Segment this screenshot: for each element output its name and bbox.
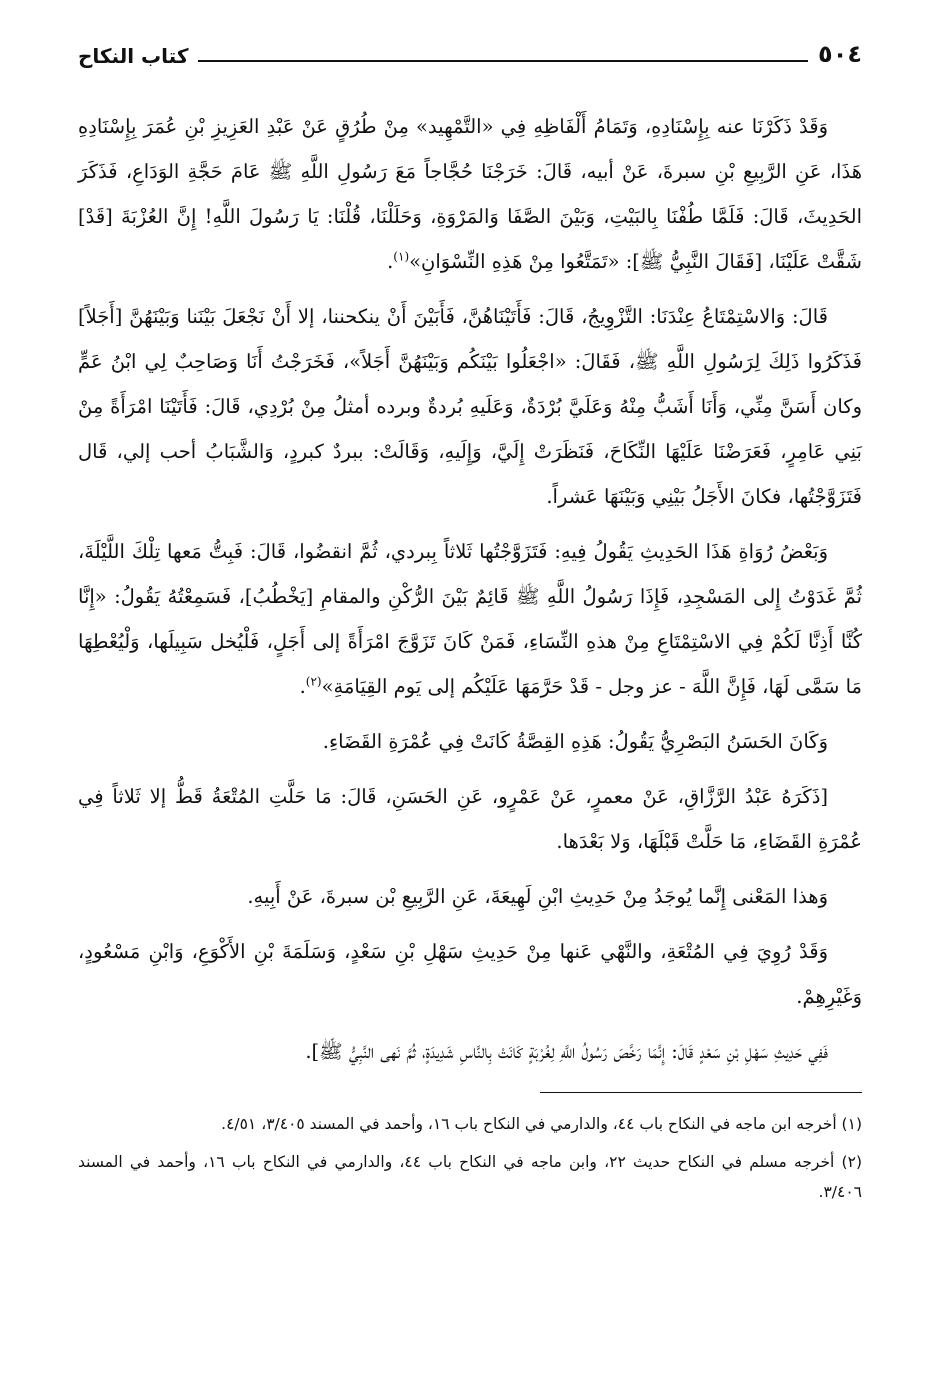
paragraph: وَبَعْضُ رُوَاةِ هَذَا الحَدِيثِ يَقُولُ فِيهِ: فَتَزَوَّجْتُها ثَلاثاً بِبردي، ثُمَّ انقضُوا، قَالَ: فَبِتُّ مَعها تِلْكَ اللَّيْلَةَ، ثُمَّ غَدَوْتُ إِلى المَسْجِدِ، فَإِذَا رَسُولُ اللَّهِ ﷺ قَائِمٌ بَيْنَ الرُّكْنِ والمقامِ [يَخْطُبُ]، فَسَمِعْتُهُ يَقُولُ: «إِنَّا كُنَّا أَذِنَّا لَكُمْ فِي الاسْتِمْتَاعِ مِنْ هذهِ النِّسَاءِ، فَمَنْ كَانَ تَزَوَّجَ امْرَأَةً إلى أَجَلٍ، فَلْيُخل سَبِيلَها، وَلْيُعْطِهَا مَا سَمَّى لَهَا، فَإِنَّ اللَّهَ - عز وجل - قَدْ حَرَّمَهَا عَلَيْكُم إلى يَوم القِيَامَةِ»$^{(٢)}$.: [78, 540, 862, 698]
paragraph: [ذَكَرَهُ عَبْدُ الرَّزَّاقِ، عَنْ معمرٍ، عَنْ عَمْرٍو، عَنِ الحَسَنِ، قَالَ: مَا حَلَّتِ المُتْعَةُ قَطُّ إلا ثَلاثاً فِي عُمْرَةِ القَضَاءِ، مَا حَلَّتْ قَبْلَهَا، وَلا بَعْدَها.: [78, 785, 862, 853]
page-number: ٥٠٤: [818, 40, 862, 68]
paragraph: وَكَانَ الحَسَنُ البَصْرِيُّ يَقُولُ: هَذِهِ القِصَّةُ كَانَتْ فِي عُمْرَةِ القَضَاءِ.: [322, 730, 828, 753]
paragraph: وَقَدْ رُوِيَ فِي المُتْعَةِ، والنَّهْي عَنها مِنْ حَدِيثِ سَهْلِ بْنِ سَعْدٍ، وَسَلَمَةَ بْنِ الأَكْوَعِ، وَابْنِ مَسْعُودٍ، وَغَيْرِهِمْ.: [78, 940, 862, 1008]
footnote-separator: [540, 1092, 862, 1093]
footnote-1: (١) أخرجه ابن ماجه في النكاح باب ٤٤، والدارمي في النكاح باب ١٦، وأحمد في المسند ٣/٤٠٥، ٤/٥١.: [221, 1115, 862, 1133]
chapter-title: كتاب النكاح: [78, 44, 189, 68]
paragraph: وَقَدْ ذَكَرْنَا عنه بِإِسْنَادِهِ، وَتَمَامُ أَلْفَاظِهِ فِي «التَّمْهِيد» مِنْ طُرُقٍ عَنْ عَبْدِ العَزِيزِ بْنِ عُمَرَ بِإِسْنَادِهِ هَذَا، عَنِ الرَّبِيعِ بْنِ سبرةَ، عَنْ أبيه، قَالَ: خَرَجْنَا حُجَّاجاً مَعَ رَسُولِ اللَّهِ ﷺ عَامَ حَجَّةِ الوَدَاعِ، فَذَكَرَ الحَدِيثَ، قَالَ: فَلَمَّا طُفْنَا بِالبَيْتِ، وَبَيْنَ الصَّفَا وَالمَرْوَةِ، وَحَلَلْنَا، قُلْنَا: يَا رَسُولَ اللَّهِ! إِنَّ العُزْبَةَ [قَدْ] شَقَّتْ عَلَيْنَا، [فَقَالَ النَّبِيُّ ﷺ]: «تَمَتَّعُوا مِنْ هَذِهِ النِّسْوَانِ»$^{(١)}$.: [78, 115, 862, 273]
paragraph: وَهذا المَعْنى إِنَّما يُوجَدُ مِنْ حَدِيثِ ابْنِ لَهِيعَةَ، عَنِ الرَّبِيعِ بْن سبرةَ، عَنْ أَبِيهِ.: [247, 885, 828, 908]
footnotes: [78, 1109, 862, 1207]
footnote-ref: (٢): [305, 674, 322, 689]
paragraph: قَالَ: وَالاسْتِمْتَاعُ عِنْدَنَا: التَّزْوِيجُ، قَالَ: فَأَتَيْنَاهُنَّ، فَأَبَيْنَ أَنْ ينكحننا، إلا أَنْ نَجْعَلَ بَيْنَنا وَبَيْنَهُنَّ [أَجَلاً] فَذَكَرُوا ذَلِكَ لِرَسُولِ اللَّهِ ﷺ، فَقَالَ: «اجْعَلُوا بَيْنَكُم وَبَيْنَهُنَّ أَجَلاً»، فَخَرَجْتُ أَنَا وَصَاحِبٌ لِي ابْنُ عَمٍّ وكان أَسَنَّ مِنِّي، وَأَنَا أَشَبُّ مِنْهُ وَعَلَيَّ بُرْدَةٌ، وَعَلَيهِ بُردةٌ وبرده أمثلُ مِنْ بُرْدِي، قَالَ: فَأَتَيْنَا امْرَأَةً مِنْ بَنِي عَامِرٍ، فَعَرَضْنَا عَلَيْهَا النِّكَاحَ، فَنَظَرَتْ إِلَيَّ، وَإِلَيهِ، وَقَالَتْ: ببردٌ كبردٍ، وَالشَّبَابُ أحب إلي، قَال فَتَزَوَّجْتُها، فكانَ الأَجَلُ بَيْنِي وَبَيْنَهَا عَشراً.: [78, 305, 862, 508]
paragraph: فَفِي حَدِيثِ سَهْلِ بْنِ سَعْدٍ قَالَ: إِنَّمَا رَخَّصَ رَسُولُ اللَّهِ لِغُرْبَةٍ كَانَتْ بِالنَّاسِ شَدِيدَةٍ، ثُمَّ نَهى النَّبِيُّ ﷺ].: [305, 1040, 828, 1063]
footnote-2: (٢) أخرجه مسلم في النكاح حديث ٢٢، وابن ماجه في النكاح باب ٤٤، والدارمي في النكاح باب ١٦، وأحمد في المسند ٣/٤٠٦.: [78, 1153, 862, 1201]
footnote-ref: (١): [393, 249, 410, 264]
main-text: [78, 104, 862, 1074]
page-header: [78, 30, 862, 66]
header-rule: [198, 60, 808, 62]
